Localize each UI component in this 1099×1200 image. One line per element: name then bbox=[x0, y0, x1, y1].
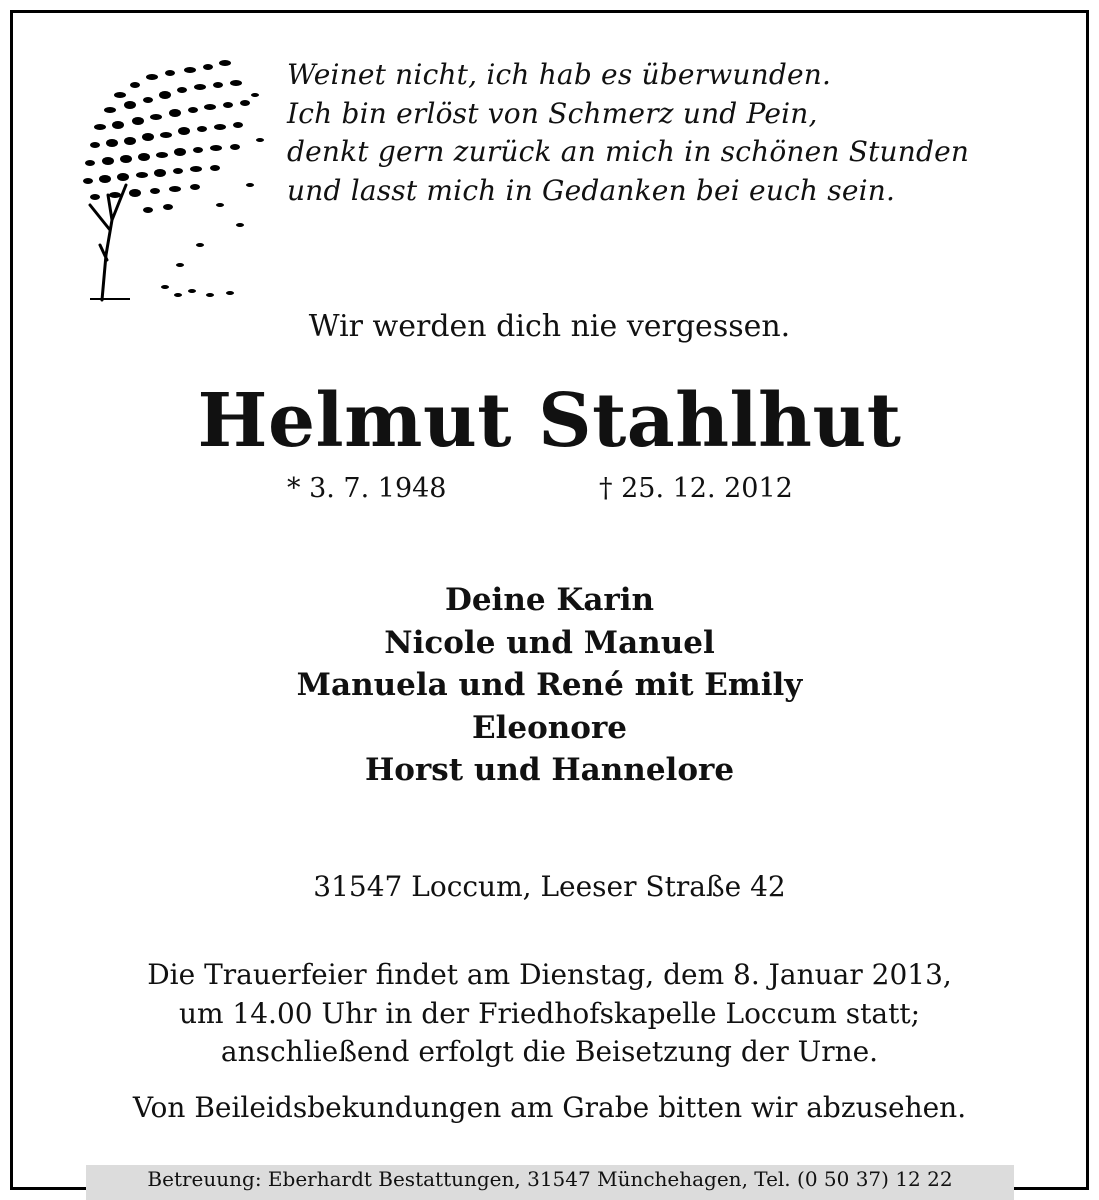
service-line: anschließend erfolgt die Beisetzung der Urne. bbox=[220, 1035, 879, 1068]
poem-line: Weinet nicht, ich hab es überwunden. bbox=[287, 58, 832, 91]
motto: Wir werden dich nie vergessen. bbox=[308, 309, 791, 344]
poem-line: denkt gern zurück an mich in schönen Stunden bbox=[287, 135, 970, 168]
mourner: Deine Karin bbox=[444, 582, 655, 618]
mourner: Manuela und René mit Emily bbox=[296, 667, 803, 703]
mourner: Nicole und Manuel bbox=[384, 624, 715, 661]
funeral-home-credit: Betreuung: Eberhardt Bestattungen, 31547 Münchehagen, Tel. (0 50 37) 12 22 bbox=[147, 1167, 953, 1191]
service-details bbox=[0, 956, 1099, 1072]
service-line: um 14.00 Uhr in der Friedhofskapelle Loccum statt; bbox=[178, 996, 921, 1030]
poem-line: Ich bin erlöst von Schmerz und Pein, bbox=[287, 96, 818, 130]
poem-line: und lasst mich in Gedanken bei euch sein. bbox=[287, 173, 896, 207]
address: 31547 Loccum, Leeser Straße 42 bbox=[313, 870, 786, 903]
tree-with-falling-leaves-icon bbox=[60, 55, 270, 305]
poem bbox=[287, 56, 1077, 210]
condolence-note: Von Beileidsbekundungen am Grabe bitten wir abzusehen. bbox=[132, 1091, 967, 1124]
death-date: † 25. 12. 2012 bbox=[599, 473, 793, 504]
mourner: Horst und Hannelore bbox=[364, 752, 735, 788]
birth-date: * 3. 7. 1948 bbox=[287, 473, 447, 504]
service-line: Die Trauerfeier findet am Dienstag, dem 8. Januar 2013, bbox=[147, 958, 952, 991]
deceased-name: Helmut Stahlhut bbox=[197, 378, 902, 464]
mourner: Eleonore bbox=[471, 709, 628, 746]
mourners-list bbox=[0, 579, 1099, 792]
